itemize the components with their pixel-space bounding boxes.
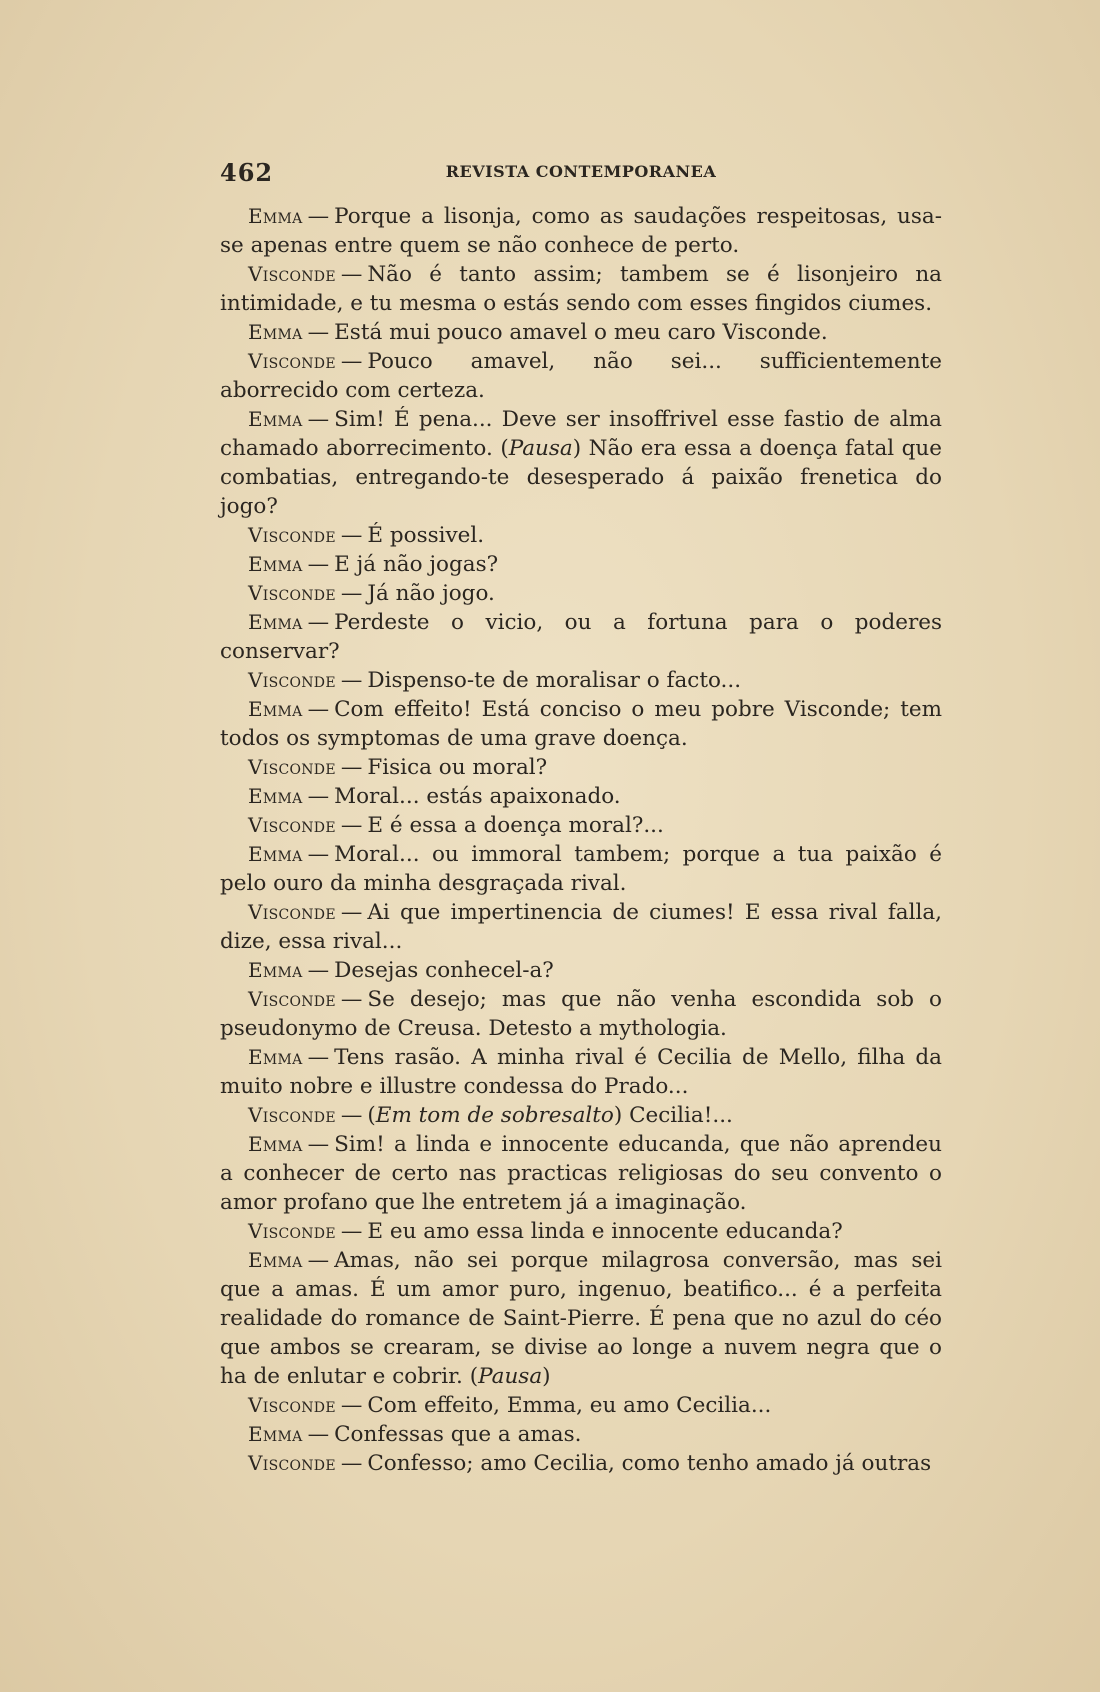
- em-dash: —: [307, 842, 330, 867]
- speech-text: Se desejo; mas que não venha escondida sob o pseudonymo de Creusa. Detesto a mythologia.: [220, 987, 942, 1041]
- em-dash: —: [340, 523, 363, 548]
- dialogue-line: [220, 1130, 942, 1217]
- speech-text: E já não jogas?: [334, 552, 499, 577]
- speech-text: ) Cecilia!...: [613, 1103, 733, 1128]
- em-dash: —: [307, 610, 330, 635]
- speech-text: E é essa a doença moral?...: [367, 813, 664, 838]
- em-dash: —: [307, 320, 330, 345]
- speaker-name: Emma: [248, 784, 303, 808]
- em-dash: —: [307, 958, 330, 983]
- dialogue-line: [220, 985, 942, 1043]
- stage-direction: Pausa: [478, 1364, 543, 1389]
- dialogue-line: [220, 811, 942, 840]
- dialogue-line: [220, 1449, 942, 1478]
- stage-direction: Em tom de sobresalto: [375, 1103, 614, 1128]
- speech-text: Sim! É pena... Deve ser insoffrivel esse fastio de alma chamado aborrecimento. (: [220, 407, 942, 461]
- speaker-name: Emma: [248, 958, 303, 982]
- dialogue-line: [220, 1043, 942, 1101]
- dialogue-line: [220, 840, 942, 898]
- dialogue-line: [220, 202, 942, 260]
- em-dash: —: [340, 813, 363, 838]
- dialogue-line: [220, 550, 942, 579]
- dialogue-line: [220, 1420, 942, 1449]
- speaker-name: Visconde: [248, 1103, 336, 1127]
- speaker-name: Visconde: [248, 668, 336, 692]
- speech-text: Moral... estás apaixonado.: [334, 784, 621, 809]
- speaker-name: Emma: [248, 1248, 303, 1272]
- page-number: 462: [220, 158, 274, 187]
- speaker-name: Emma: [248, 1045, 303, 1069]
- speech-text: Já não jogo.: [367, 581, 495, 606]
- em-dash: —: [307, 697, 330, 722]
- dialogue-line: [220, 608, 942, 666]
- speech-text: Dispenso-te de moralisar o facto...: [367, 668, 742, 693]
- em-dash: —: [340, 581, 363, 606]
- em-dash: —: [307, 784, 330, 809]
- em-dash: —: [340, 1103, 363, 1128]
- dialogue-line: [220, 1246, 942, 1391]
- speech-text: Está mui pouco amavel o meu caro Visconde.: [334, 320, 828, 345]
- speech-text: (: [367, 1103, 376, 1128]
- em-dash: —: [307, 1132, 330, 1157]
- em-dash: —: [340, 1393, 363, 1418]
- speaker-name: Visconde: [248, 523, 336, 547]
- speaker-name: Visconde: [248, 813, 336, 837]
- dialogue-body: [220, 202, 942, 1478]
- em-dash: —: [340, 349, 363, 374]
- speaker-name: Emma: [248, 552, 303, 576]
- dialogue-line: [220, 753, 942, 782]
- em-dash: —: [340, 755, 363, 780]
- dialogue-line: [220, 579, 942, 608]
- em-dash: —: [307, 407, 330, 432]
- speaker-name: Emma: [248, 1132, 303, 1156]
- dialogue-line: [220, 695, 942, 753]
- em-dash: —: [340, 262, 363, 287]
- speech-text: Desejas conhecel-a?: [334, 958, 554, 983]
- em-dash: —: [307, 1422, 330, 1447]
- speech-text: Porque a lisonja, como as saudações respeitosas, usa-se apenas entre quem se não conhece de perto.: [220, 204, 942, 258]
- speaker-name: Emma: [248, 407, 303, 431]
- speaker-name: Visconde: [248, 900, 336, 924]
- book-page: [220, 158, 942, 1478]
- dialogue-line: [220, 405, 942, 521]
- speech-text: E eu amo essa linda e innocente educanda?: [367, 1219, 843, 1244]
- speech-text: Fisica ou moral?: [367, 755, 548, 780]
- speaker-name: Emma: [248, 842, 303, 866]
- em-dash: —: [307, 204, 330, 229]
- speech-text: Tens rasão. A minha rival é Cecilia de Mello, filha da muito nobre e illustre condessa do Prado...: [220, 1045, 942, 1099]
- speaker-name: Emma: [248, 1422, 303, 1446]
- speech-text: Ai que impertinencia de ciumes! E essa rival falla, dize, essa rival...: [220, 900, 942, 954]
- speech-text: ) Não era essa a doença fatal que combatias, entregando-te desesperado á paixão frenetica do jogo?: [220, 436, 942, 519]
- em-dash: —: [307, 1248, 330, 1273]
- speaker-name: Visconde: [248, 987, 336, 1011]
- speech-text: Perdeste o vicio, ou a fortuna para o poderes conservar?: [220, 610, 942, 664]
- speech-text: É possivel.: [367, 523, 485, 548]
- em-dash: —: [340, 987, 363, 1012]
- dialogue-line: [220, 347, 942, 405]
- speech-text: ): [542, 1364, 551, 1389]
- speaker-name: Emma: [248, 610, 303, 634]
- em-dash: —: [307, 1045, 330, 1070]
- running-title: REVISTA CONTEMPORANEA: [445, 162, 717, 181]
- speech-text: Sim! a linda e innocente educanda, que não aprendeu a conhecer de certo nas practicas religiosas do seu convento o amor profano que lhe entretem já a imaginação.: [220, 1132, 942, 1215]
- em-dash: —: [340, 1219, 363, 1244]
- speaker-name: Emma: [248, 204, 303, 228]
- speech-text: Confessas que a amas.: [334, 1422, 582, 1447]
- dialogue-line: [220, 666, 942, 695]
- speaker-name: Visconde: [248, 349, 336, 373]
- speaker-name: Visconde: [248, 755, 336, 779]
- speaker-name: Emma: [248, 320, 303, 344]
- speech-text: Moral... ou immoral tambem; porque a tua paixão é pelo ouro da minha desgraçada rival.: [220, 842, 942, 896]
- speaker-name: Emma: [248, 697, 303, 721]
- em-dash: —: [307, 552, 330, 577]
- em-dash: —: [340, 668, 363, 693]
- em-dash: —: [340, 1451, 363, 1476]
- stage-direction: Pausa: [508, 436, 573, 461]
- speaker-name: Visconde: [248, 1219, 336, 1243]
- speaker-name: Visconde: [248, 1393, 336, 1417]
- dialogue-line: [220, 782, 942, 811]
- speech-text: Amas, não sei porque milagrosa conversão, mas sei que a amas. É um amor puro, ingenuo, beatifico... é a perfeita realidade do romance de Saint-Pierre. É pena que no azul do céo que ambos se crearam, se divise ao longe a nuvem negra que o ha de enlutar e cobrir. (: [220, 1248, 942, 1389]
- speech-text: Com effeito! Está conciso o meu pobre Visconde; tem todos os symptomas de uma grave doença.: [220, 697, 942, 751]
- dialogue-line: [220, 318, 942, 347]
- speech-text: Pouco amavel, não sei... sufficientemente aborrecido com certeza.: [220, 349, 942, 403]
- dialogue-line: [220, 1391, 942, 1420]
- speaker-name: Visconde: [248, 1451, 336, 1475]
- speaker-name: Visconde: [248, 262, 336, 286]
- dialogue-line: [220, 956, 942, 985]
- dialogue-line: [220, 521, 942, 550]
- speech-text: Confesso; amo Cecilia, como tenho amado já outras: [367, 1451, 932, 1476]
- dialogue-line: [220, 1217, 942, 1246]
- page-header: [220, 158, 942, 188]
- speech-text: Com effeito, Emma, eu amo Cecilia...: [367, 1393, 772, 1418]
- speech-text: Não é tanto assim; tambem se é lisonjeiro na intimidade, e tu mesma o estás sendo com esses fingidos ciumes.: [220, 262, 942, 316]
- speaker-name: Visconde: [248, 581, 336, 605]
- em-dash: —: [340, 900, 363, 925]
- dialogue-line: [220, 1101, 942, 1130]
- dialogue-line: [220, 898, 942, 956]
- dialogue-line: [220, 260, 942, 318]
